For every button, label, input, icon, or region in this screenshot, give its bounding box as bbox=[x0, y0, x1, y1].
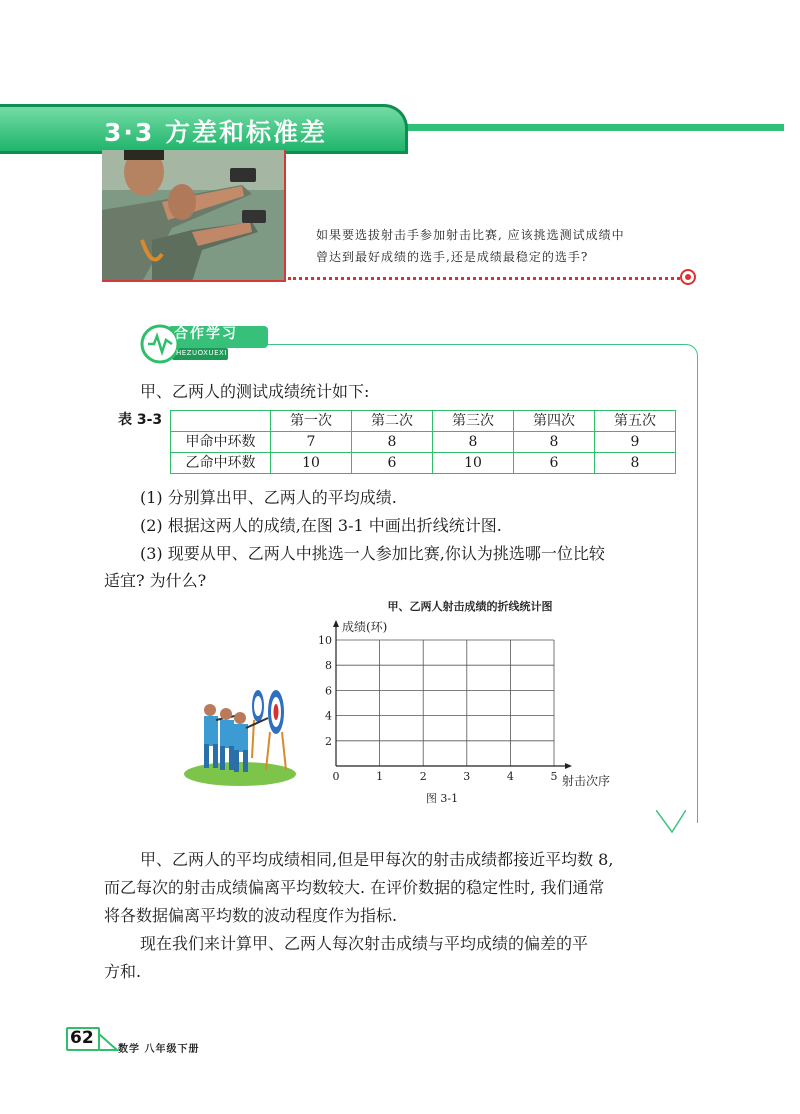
question-3-line-2: 适宜? 为什么? bbox=[104, 571, 207, 590]
paragraph-2-line-2: 方和. bbox=[104, 962, 142, 981]
frame-notch-icon bbox=[656, 810, 686, 834]
x-tick-label: 5 bbox=[550, 770, 558, 783]
table-header-cell: 第二次 bbox=[352, 411, 433, 432]
chart-grid bbox=[336, 640, 554, 766]
y-tick-label: 4 bbox=[325, 709, 332, 723]
table-row bbox=[171, 432, 676, 453]
chart-y-label: 成绩(环) bbox=[342, 620, 388, 634]
archers-illustration bbox=[182, 688, 300, 788]
paragraph-1-line-3: 将各数据偏离平均数的波动程度作为指标. bbox=[104, 906, 398, 925]
x-tick-label: 3 bbox=[463, 770, 471, 783]
table-cell: 8 bbox=[595, 453, 676, 474]
header-rule bbox=[400, 124, 784, 131]
table-cell: 6 bbox=[352, 453, 433, 474]
chart-ticks bbox=[318, 634, 558, 783]
y-tick-label: 2 bbox=[325, 734, 332, 748]
question-line-2: 曾达到最好成绩的选手,还是成绩最稳定的选手? bbox=[316, 250, 589, 264]
page-number: 62 bbox=[70, 1028, 94, 1048]
y-tick-label: 10 bbox=[318, 634, 332, 647]
x-tick-label: 0 bbox=[332, 770, 340, 783]
intro-question bbox=[316, 224, 696, 268]
table-cell: 甲命中环数 bbox=[171, 432, 271, 453]
table-cell: 8 bbox=[433, 432, 514, 453]
paragraph-1-line-2: 而乙每次的射击成绩偏离平均数较大. 在评价数据的稳定性时, 我们通常 bbox=[104, 878, 605, 897]
table-cell: 10 bbox=[433, 453, 514, 474]
chart-title: 甲、乙两人射击成绩的折线统计图 bbox=[387, 600, 553, 613]
coop-subtitle: HEZUOXUEXI bbox=[176, 349, 227, 357]
y-axis-arrow-icon bbox=[333, 620, 339, 627]
table-cell: 8 bbox=[352, 432, 433, 453]
paragraph-2-line-1: 现在我们来计算甲、乙两人每次射击成绩与平均成绩的偏差的平 bbox=[140, 934, 589, 953]
table-label: 表 3-3 bbox=[118, 412, 163, 428]
paragraph-1-line-1: 甲、乙两人的平均成绩相同,但是甲每次的射击成绩都接近平均数 8, bbox=[140, 850, 614, 869]
question-2: (2) 根据这两人的成绩,在图 3-1 中画出折线统计图. bbox=[140, 516, 502, 535]
x-tick-label: 1 bbox=[376, 770, 384, 783]
question-3-line-1: (3) 现要从甲、乙两人中挑选一人参加比赛,你认为挑选哪一位比较 bbox=[140, 544, 605, 563]
scores-table bbox=[170, 410, 676, 474]
table-header-cell: 第一次 bbox=[271, 411, 352, 432]
table-cell: 7 bbox=[271, 432, 352, 453]
table-cell: 10 bbox=[271, 453, 352, 474]
table-cell: 6 bbox=[514, 453, 595, 474]
x-tick-label: 2 bbox=[419, 770, 427, 783]
table-cell: 8 bbox=[514, 432, 595, 453]
table-header-cell: 第五次 bbox=[595, 411, 676, 432]
question-line-1: 如果要选拔射击手参加射击比赛, 应该挑选测试成绩中 bbox=[316, 228, 625, 242]
table-header-row bbox=[171, 411, 676, 432]
table-header-cell: 第四次 bbox=[514, 411, 595, 432]
table-intro: 甲、乙两人的测试成绩统计如下: bbox=[140, 382, 370, 401]
table-header-cell bbox=[171, 411, 271, 432]
chart-caption: 图 3-1 bbox=[425, 792, 459, 805]
y-tick-label: 6 bbox=[325, 684, 332, 698]
table-cell: 9 bbox=[595, 432, 676, 453]
coop-title: 合作学习 bbox=[174, 326, 238, 342]
x-tick-label: 4 bbox=[506, 770, 514, 783]
chart-axes bbox=[333, 620, 572, 769]
chart-x-label: 射击次序 bbox=[562, 774, 611, 788]
table-cell: 乙命中环数 bbox=[171, 453, 271, 474]
question-1: (1) 分别算出甲、乙两人的平均成绩. bbox=[140, 488, 397, 507]
target-icon bbox=[680, 269, 696, 285]
table-header-cell: 第三次 bbox=[433, 411, 514, 432]
footer-book-title: 数学 八年级下册 bbox=[118, 1044, 200, 1055]
section-title: 3·3 方差和标准差 bbox=[104, 118, 327, 147]
line-chart bbox=[300, 596, 630, 811]
x-axis-arrow-icon bbox=[565, 763, 572, 769]
y-tick-label: 8 bbox=[325, 659, 332, 673]
footer-arrow-icon bbox=[99, 1034, 119, 1052]
dotted-separator bbox=[288, 277, 680, 280]
table-row bbox=[171, 453, 676, 474]
shooters-photo bbox=[102, 150, 286, 282]
